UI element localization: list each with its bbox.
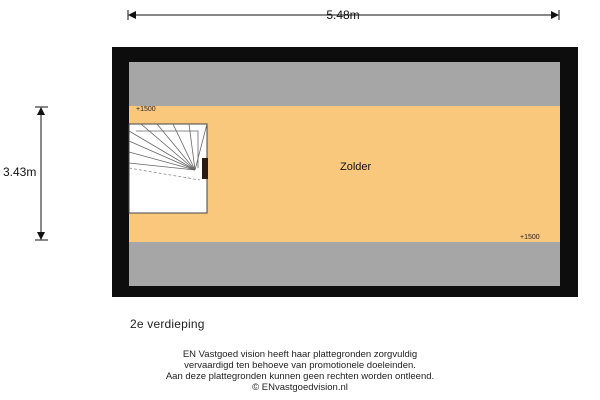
width-dimension	[128, 8, 559, 22]
disclaimer-line-2: vervaardigd ten behoeve van promotionele doeleinden.	[184, 360, 416, 371]
sloped-roof-top	[129, 62, 560, 106]
height-marker-right: +1500	[520, 234, 540, 241]
sloped-roof-bottom	[129, 242, 560, 286]
width-label: 5.48m	[326, 8, 360, 22]
height-label: 3.43m	[3, 165, 37, 179]
disclaimer-line-1: EN Vastgoed vision heeft haar plattegronden zorgvuldig	[182, 349, 418, 360]
room-label: Zolder	[340, 161, 372, 173]
height-marker-left: +1500	[136, 106, 156, 113]
height-dimension	[3, 107, 48, 240]
floor-label: 2e verdieping	[130, 317, 205, 331]
disclaimer-line-4: © ENvastgoedvision.nl	[252, 382, 348, 393]
disclaimer	[100, 349, 500, 393]
disclaimer-line-3: Aan deze plattegronden kunnen geen rechten worden ontleend.	[165, 371, 435, 382]
stairwell	[129, 124, 208, 213]
